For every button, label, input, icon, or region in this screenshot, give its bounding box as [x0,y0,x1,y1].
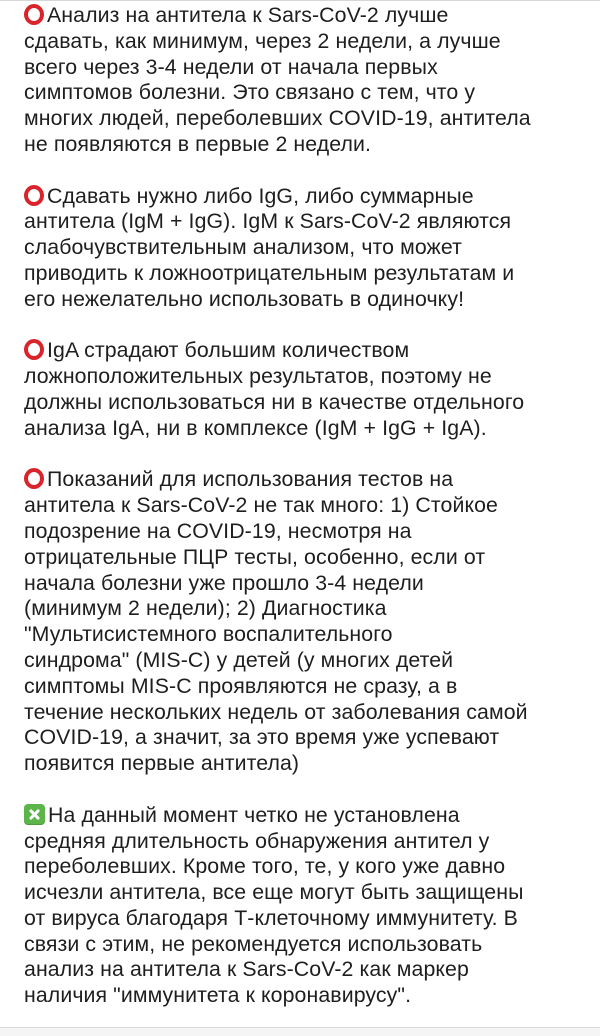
paragraph-text: слабочувствительным анализом, что может [24,235,462,260]
paragraph-text: подозрение на COVID-19, несмотря на [24,518,412,543]
paragraph-text: всего через 3-4 недели от начала первых [24,54,438,79]
paragraph-text: средняя длительность обнаружения антител у [24,828,490,853]
paragraph-text: антитела (IgM + IgG). IgM к Sars-CoV-2 являются [24,209,512,234]
paragraph-text: многих людей, переболевших COVID-19, антитела [24,106,531,131]
paragraph-text: анализ на антитела к Sars-CoV-2 как маркер [24,957,469,982]
paragraph-text: наличия "иммунитета к коронавирусу". [24,983,412,1008]
paragraph-text: не появляются в первые 2 недели. [24,131,372,156]
paragraph-iga [24,338,594,441]
paragraph-text: начала болезни уже прошло 3-4 недели [24,570,424,595]
paragraph-text: сдавать, как минимум, через 2 недели, а лучше [24,28,501,53]
paragraph-text: (минимум 2 недели); 2) Диагностика [24,596,387,621]
red-circle-icon [24,185,44,206]
paragraph-immunity-marker [24,803,594,1009]
paragraph-indications [24,467,594,777]
paragraph-text: анализа IgA, ни в комплексе (IgM + IgG + IgA). [24,415,487,440]
top-divider [0,0,600,1]
green-cross-mark-icon [24,804,45,825]
paragraph-text: течение нескольких недель от заболевания самой [24,699,528,724]
paragraph-text: переболевших. Кроме того, те, у кого уже давно [24,854,506,879]
red-circle-icon [24,339,44,360]
paragraph-text: "Мультисистемного воспалительного [24,622,393,647]
red-circle-icon [24,4,44,25]
paragraph-text: синдрома" (MIS-C) у детей (у многих детей [24,647,454,672]
paragraph-text: приводить к ложноотрицательным результатам и [24,260,515,285]
paragraph-text: его нежелательно использовать в одиночку! [24,286,465,311]
paragraph-text: появится первые антитела) [24,751,300,776]
paragraph-text: Показаний для использования тестов на [47,467,454,492]
paragraph-text: антитела к Sars-CoV-2 не так много: 1) Стойкое [24,493,498,518]
paragraph-text: должны использоваться ни в качестве отдельного [24,389,525,414]
paragraph-text: от вируса благодаря Т-клеточному иммунитету. В [24,905,518,930]
paragraph-text: На данный момент четко не установлена [48,802,460,827]
paragraph-text: симптомы MIS-C проявляются не сразу, а в [24,673,458,698]
paragraph-text: COVID-19, а значит, за это время уже успевают [24,725,500,750]
paragraph-text: IgA страдают большим количеством [47,338,410,363]
paragraph-antibody-timing [24,3,594,158]
paragraph-text: связи с этим, не рекомендуется использовать [24,931,483,956]
red-circle-icon [24,468,44,489]
paragraph-text: симптомов болезни. Это связано с тем, что у [24,80,476,105]
paragraph-text: ложноположительных результатов, поэтому не [24,364,492,389]
paragraph-text: исчезли антитела, все еще могут быть защищены [24,880,524,905]
document-body [24,3,594,1035]
paragraph-text: отрицательные ПЦР тесты, особенно, если от [24,544,486,569]
paragraph-text: Анализ на антитела к Sars-CoV-2 лучше [47,3,449,27]
paragraph-text: Сдавать нужно либо IgG, либо суммарные [47,183,474,208]
paragraph-igg-igm [24,184,594,313]
